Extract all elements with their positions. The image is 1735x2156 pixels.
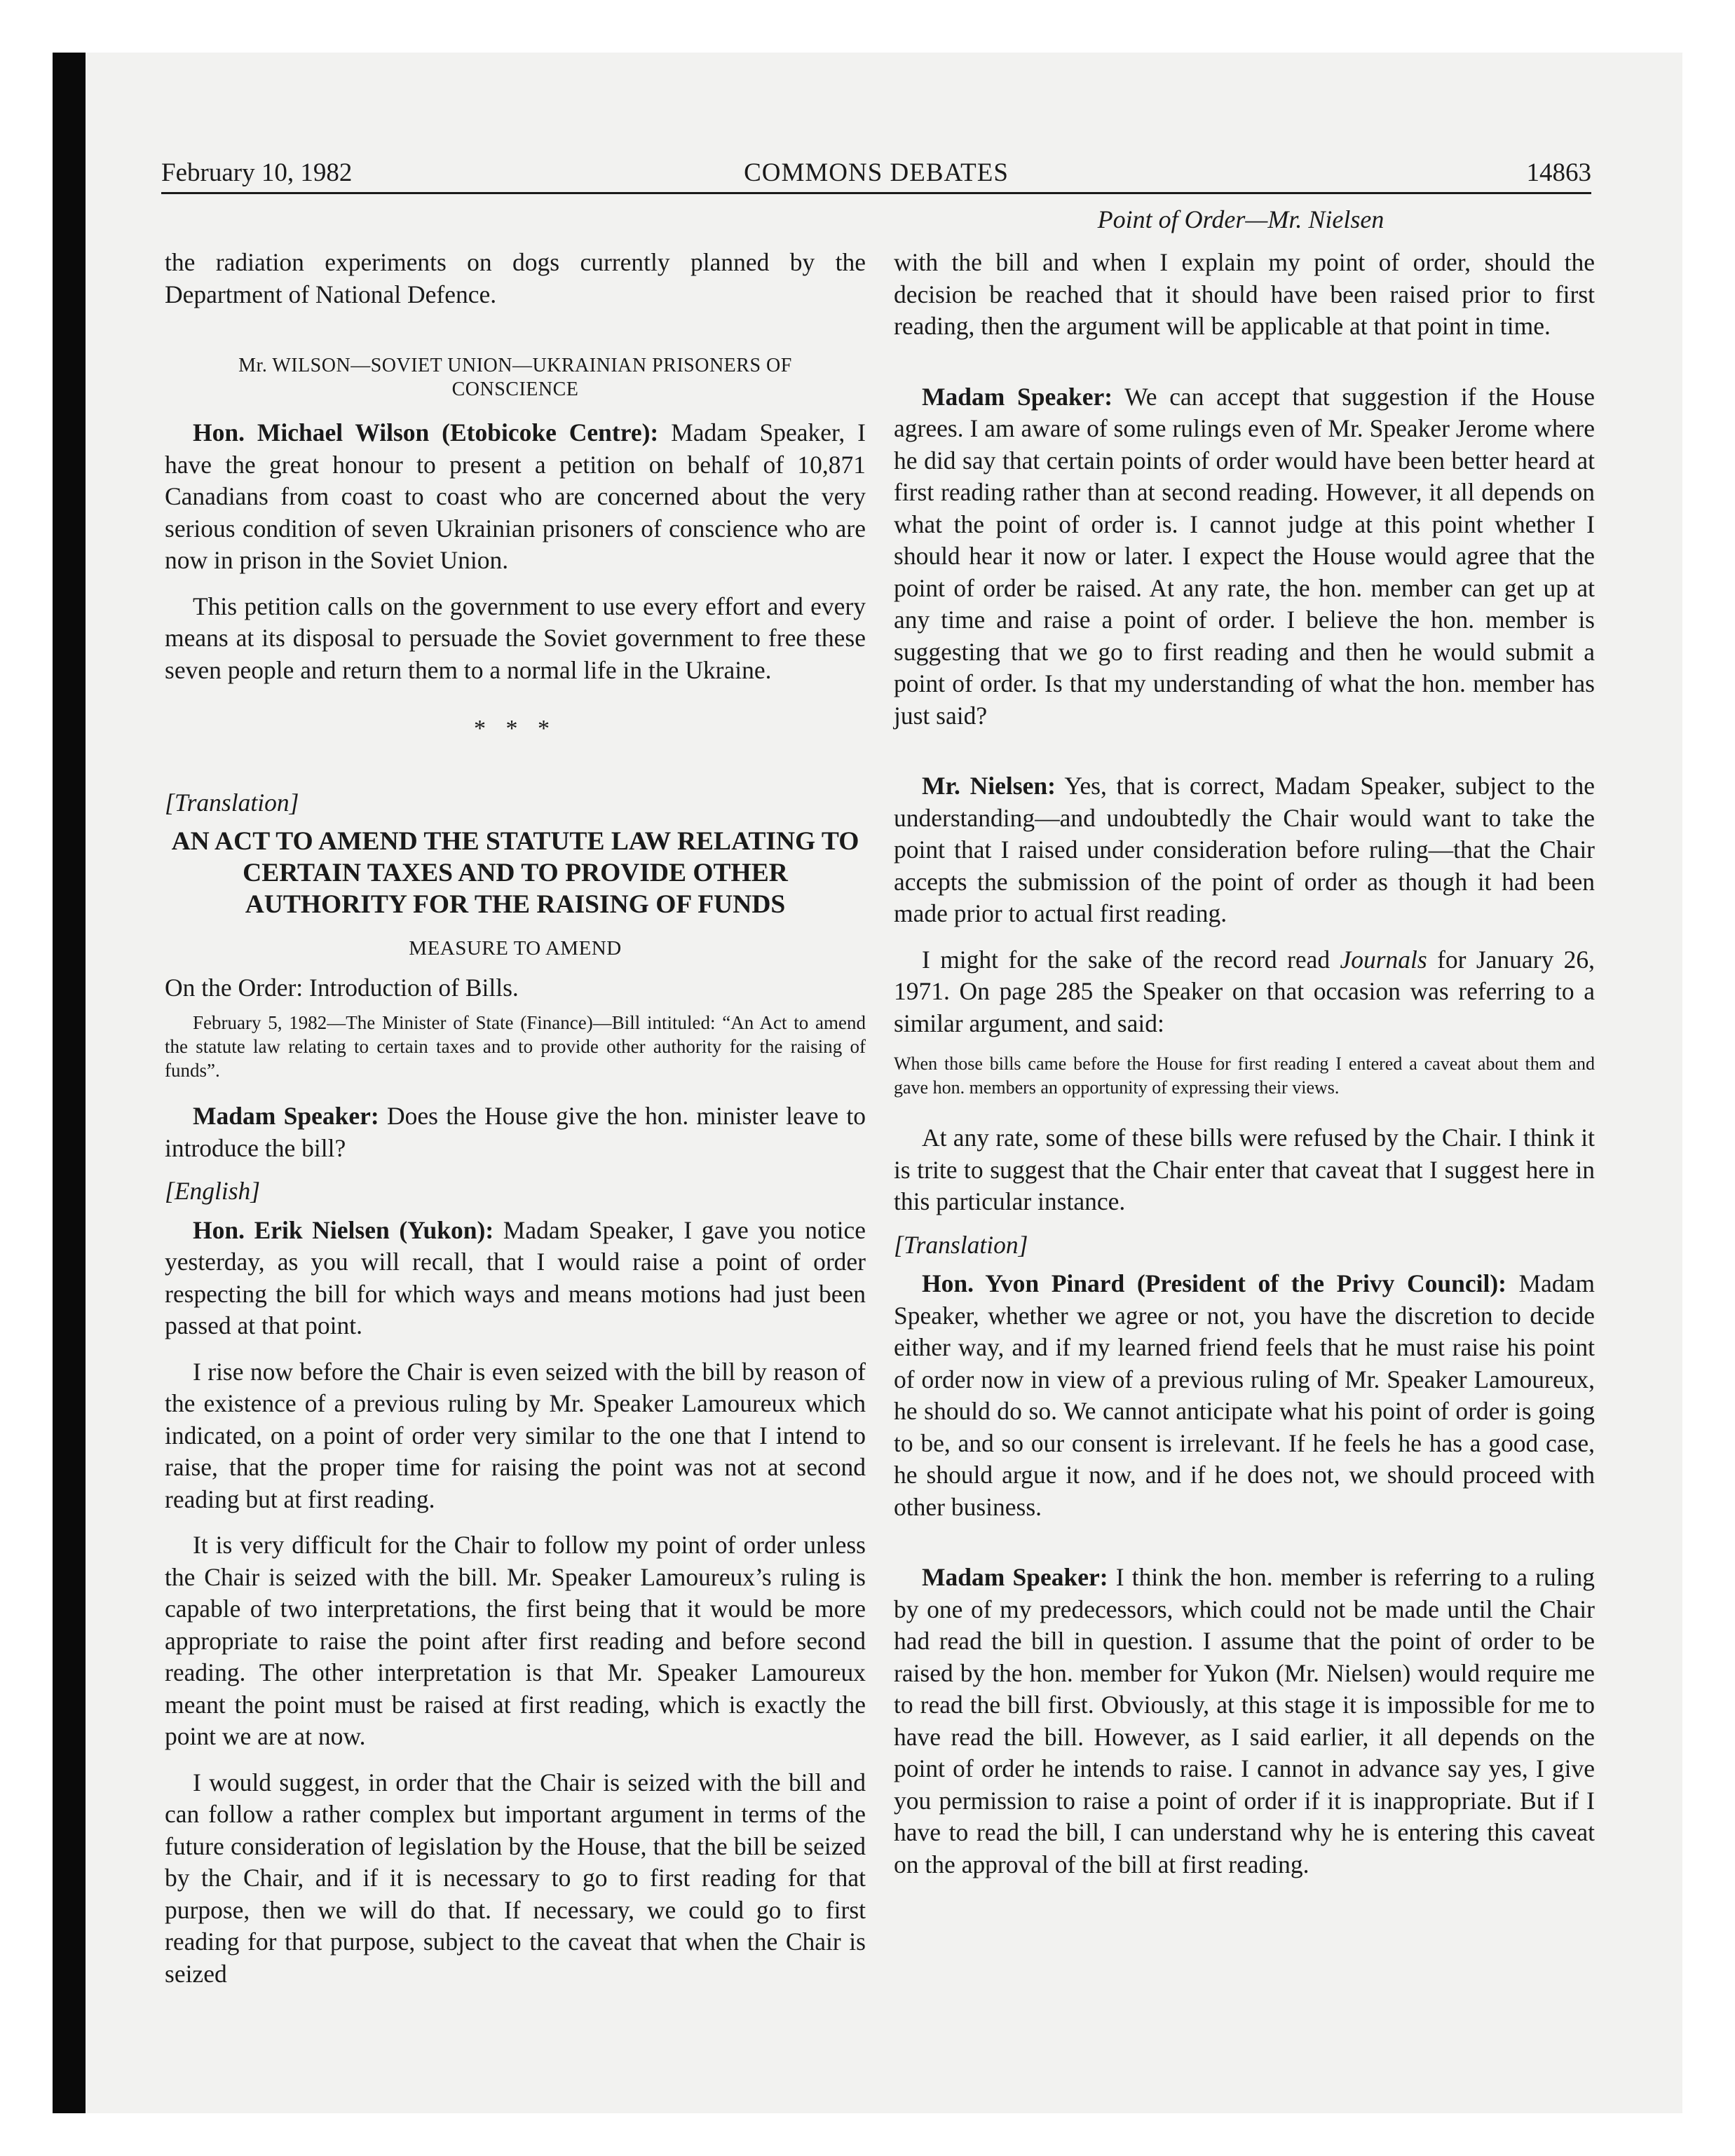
petition-heading: Mr. WILSON—SOVIET UNION—UKRAINIAN PRISONERS OF CONSCIENCE bbox=[238, 355, 792, 400]
record-text-a: I might for the sake of the record read bbox=[922, 945, 1340, 974]
speaker-name: Hon. Yvon Pinard (President of the Privy Council): bbox=[922, 1269, 1506, 1297]
speech-text: Does the House give the hon. minister leave to introduce the bill? bbox=[165, 1102, 866, 1162]
record-text-b: for January 26, 1971. On page 285 the Speaker on that occasion was referring to a similar argument, and said: bbox=[894, 945, 1595, 1037]
header-date: February 10, 1982 bbox=[161, 158, 353, 187]
binding-edge bbox=[53, 53, 86, 2113]
bill-title: AN ACT TO AMEND THE STATUTE LAW RELATING TO CERTAIN TAXES AND TO PROVIDE OTHER AUTHORITY FOR THE RAISING OF FUNDS bbox=[171, 827, 859, 919]
paragraph-any-rate: At any rate, some of these bills were refused by the Chair. I think it is trite to suggest that the Chair enter that caveat that I suggest here in this particular instance. bbox=[894, 1124, 1595, 1215]
paragraph-record bbox=[894, 944, 1595, 1040]
speech-text: Madam Speaker, I have the great honour to present a petition on behalf of 10,871 Canadians from coast to coast who are concerned about the very serious condition of seven Ukrainian prisoners of conscience who are now in prison in the Soviet Union. bbox=[165, 418, 866, 574]
speech-text: Madam Speaker, I gave you notice yesterday, as you will recall, that I would raise a point of order respecting the bill for which ways and means motions had just been passed at that point. bbox=[165, 1215, 866, 1339]
speech-text: We can accept that suggestion if the House agrees. I am aware of some rulings even of Mr. Speaker Jerome where he did say that certain points of order would have been better heard at first reading rather than at second reading. However, it all depends on what the point of order is. I cannot judge at this point whether I should hear it now or later. I expect the House would agree that the point of order be raised. At any rate, the hon. member can get up at any time and raise a point of order. I believe the hon. member is suggesting that we go to first reading and then he would submit a point of order. Is that my understanding of what the hon. member has just said? bbox=[894, 382, 1595, 730]
paragraph-pinard bbox=[894, 1268, 1595, 1523]
section-break: * * * bbox=[474, 716, 557, 742]
paragraph-petition: This petition calls on the government to use every effort and every means at its disposal to persuade the Soviet government to free these seven people and return them to a normal life in the Ukraine. bbox=[165, 592, 866, 684]
paragraph-nielsen-2 bbox=[894, 770, 1595, 930]
left-column bbox=[165, 247, 866, 1990]
speaker-name: Madam Speaker: bbox=[922, 1563, 1108, 1591]
speaker-name: Hon. Michael Wilson (Etobicoke Centre): bbox=[193, 418, 659, 446]
paragraph-difficult: It is very difficult for the Chair to follow my point of order unless the Chair is seized with the bill. Mr. Speaker Lamoureux’s ruling is capable of two interpretations, the first being that it would be more appropriate to raise the point after first reading and before second reading. The other interpretation is that Mr. Speaker Lamoureux meant the point must be raised at first reading, which is exactly the point we are at now. bbox=[165, 1531, 866, 1750]
publication-title: COMMONS DEBATES bbox=[744, 158, 1009, 187]
speech-text: I think the hon. member is referring to a ruling by one of my predecessors, which could not be made until the Chair had read the bill in question. I assume that the point of order to be raised by the hon. member for Yukon (Mr. Nielsen) would require me to read the bill first. Obviously, at this stage it is impossible for me to have read the bill. However, as I said earlier, it all depends on the point of order he intends to raise. I cannot in advance say yes, I give you permission to raise a point of order if it is inappropriate. But if I have to read the bill, I can understand why he is entering this caveat on the approval of the bill at first reading. bbox=[894, 1563, 1595, 1878]
speech-text: Yes, that is correct, Madam Speaker, subject to the understanding—and undoubtedly the Chair would want to take the point that I raised under consideration before ruling—that the Chair accepts the submission of the point of order as though it had been made prior to actual first reading. bbox=[894, 772, 1595, 927]
block-quote: When those bills came before the House for first reading I entered a caveat about them and gave hon. members an opportunity of expressing their views. bbox=[894, 1053, 1595, 1098]
paragraph-madam-speaker-1 bbox=[165, 1100, 866, 1164]
speaker-name: Mr. Nielsen: bbox=[922, 772, 1056, 800]
measure-subheading: MEASURE TO AMEND bbox=[409, 937, 622, 960]
running-head: Point of Order—Mr. Nielsen bbox=[1097, 205, 1384, 233]
english-tag: [English] bbox=[165, 1177, 261, 1205]
translation-tag: [Translation] bbox=[165, 788, 299, 817]
paragraph-madam-speaker-2 bbox=[894, 381, 1595, 732]
paragraph-continued: with the bill and when I explain my point of order, should the decision be reached that it should have been raised prior to first reading, then the argument will be applicable at that point in time. bbox=[894, 248, 1595, 340]
speaker-name: Madam Speaker: bbox=[922, 382, 1113, 411]
paragraph-wilson bbox=[165, 417, 866, 577]
translation-tag: [Translation] bbox=[894, 1230, 1028, 1259]
page-number: 14863 bbox=[1526, 158, 1591, 187]
journals-title: Journals bbox=[1340, 945, 1427, 974]
speech-text: Madam Speaker, whether we agree or not, you have the discretion to decide either way, and if my learned friend feels that he must raise his point of order now in view of a previous ruling of Mr. Speaker Lamoureux, he should do so. We cannot anticipate what his point of order is going to be, and so our consent is irrelevant. If he feels he has a good case, he should argue it now, and if he does not, we should proceed with other business. bbox=[894, 1269, 1595, 1521]
paragraph-suggest: I would suggest, in order that the Chair is seized with the bill and can follow a rather complex but important argument in terms of the future consideration of legislation by the House, that the bill be seized by the Chair, and if it is necessary to go to first reading for that purpose, then we will do that. If necessary, we could go to first reading for that purpose, subject to the caveat that when the Chair is seized bbox=[165, 1768, 866, 1988]
paragraph-nielsen-1 bbox=[165, 1215, 866, 1342]
paragraph-rise: I rise now before the Chair is even seized with the bill by reason of the existence of a previous ruling by Mr. Speaker Lamoureux which indicated, on a point of order very similar to the one that I intend to raise, that the proper time for raising the point was not at second reading but at first reading. bbox=[165, 1357, 866, 1513]
page-header bbox=[161, 153, 1591, 194]
speaker-name: Madam Speaker: bbox=[193, 1102, 379, 1130]
order-line: On the Order: Introduction of Bills. bbox=[165, 973, 519, 1002]
paragraph-madam-speaker-3 bbox=[894, 1562, 1595, 1881]
right-column bbox=[894, 247, 1595, 1881]
paragraph-intro: the radiation experiments on dogs currently planned by the Department of National Defence. bbox=[165, 248, 866, 308]
speaker-name: Hon. Erik Nielsen (Yukon): bbox=[193, 1215, 494, 1244]
order-detail: February 5, 1982—The Minister of State (Finance)—Bill intituled: “An Act to amend the statute law relating to certain taxes and to provide other authority for the raising of funds”. bbox=[165, 1012, 866, 1081]
